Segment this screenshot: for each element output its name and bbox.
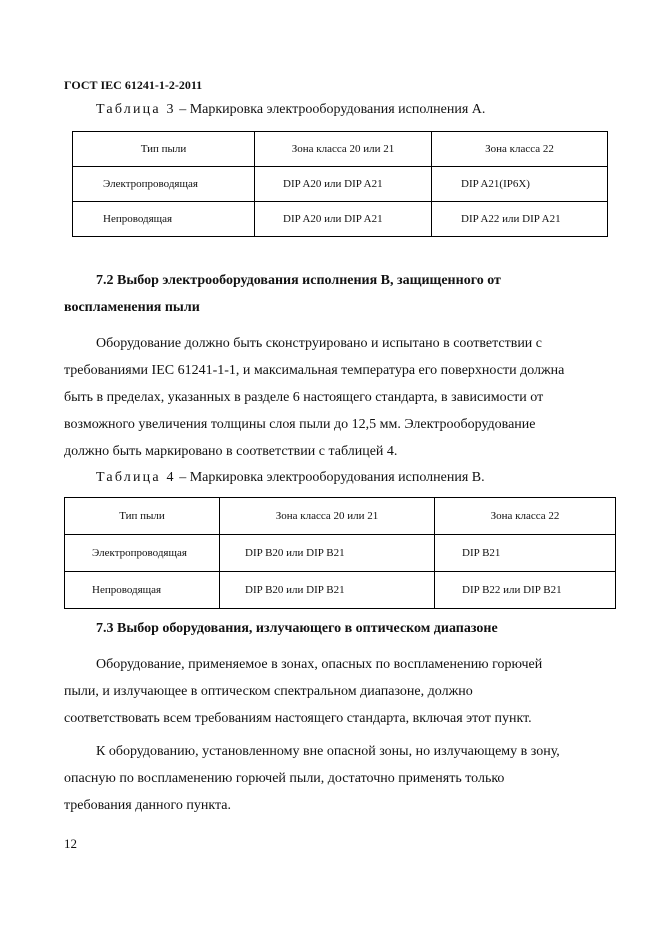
table3-caption-text: – Маркировка электрооборудования исполнения А.	[175, 102, 486, 117]
section-7-3-p2-line: опасную по воспламенению горючей пыли, достаточно применять только	[64, 771, 505, 786]
section-7-2-heading-line1: 7.2 Выбор электрооборудования исполнения В, защищенного от	[96, 273, 501, 288]
table-header-row	[65, 498, 616, 535]
section-7-2-line: должно быть маркировано в соответствии с таблицей 4.	[64, 444, 398, 459]
section-7-3-p2-line: требования данного пункта.	[64, 798, 232, 813]
section-7-3-p1-line: соответствовать всем требованиям настоящего стандарта, включая этот пункт.	[64, 711, 532, 726]
section-7-2-heading-line2: воспламенения пыли	[64, 300, 200, 315]
table-cell: DIP A21(IP6X)	[432, 167, 608, 202]
table3	[72, 131, 608, 237]
table-cell: DIP A22 или DIP A21	[432, 202, 608, 237]
table-cell: Непроводящая	[73, 202, 255, 237]
table-header-cell: Зона класса 22	[432, 132, 608, 167]
table-row	[73, 167, 608, 202]
table-cell: DIP A20 или DIP A21	[255, 202, 432, 237]
table-row	[65, 535, 616, 572]
table-cell: Электропроводящая	[73, 167, 255, 202]
table-cell: DIP B20 или DIP B21	[220, 535, 435, 572]
table4-caption-text: – Маркировка электрооборудования исполнения В.	[175, 470, 485, 485]
section-7-2-line: требованиями IEC 61241-1-1, и максимальная температура его поверхности должна	[64, 363, 565, 378]
section-7-2-line: возможного увеличения толщины слоя пыли до 12,5 мм. Электрооборудование	[64, 417, 536, 432]
table-header-cell: Зона класса 22	[435, 498, 616, 535]
table-header-cell: Тип пыли	[65, 498, 220, 535]
table-cell: DIP B20 или DIP B21	[220, 572, 435, 609]
table-header-row	[73, 132, 608, 167]
section-7-3-p2-line: К оборудованию, установленному вне опасной зоны, но излучающему в зону,	[96, 744, 560, 759]
section-7-3-p1-line: пыли, и излучающее в оптическом спектральном диапазоне, должно	[64, 684, 473, 699]
table-row	[65, 572, 616, 609]
table-cell: DIP B21	[435, 535, 616, 572]
table-row	[73, 202, 608, 237]
table-cell: DIP B22 или DIP B21	[435, 572, 616, 609]
table-cell: Электропроводящая	[65, 535, 220, 572]
table-cell: Непроводящая	[65, 572, 220, 609]
table-cell: DIP A20 или DIP A21	[255, 167, 432, 202]
table-header-cell: Зона класса 20 или 21	[220, 498, 435, 535]
section-7-2-line: быть в пределах, указанных в разделе 6 настоящего стандарта, в зависимости от	[64, 390, 544, 405]
table4-caption	[96, 470, 485, 486]
table3-caption-prefix: Таблица 3	[96, 102, 176, 117]
table-header-cell: Тип пыли	[73, 132, 255, 167]
section-7-3-heading: 7.3 Выбор оборудования, излучающего в оптическом диапазоне	[96, 621, 498, 636]
page-number: 12	[64, 836, 77, 851]
section-7-3-p1-line: Оборудование, применяемое в зонах, опасных по воспламенению горючей	[96, 657, 543, 672]
table3-caption	[96, 102, 485, 118]
table4	[64, 497, 616, 609]
table4-caption-prefix: Таблица 4	[96, 470, 176, 485]
document-header: ГОСТ IEC 61241-1-2-2011	[64, 78, 203, 92]
section-7-2-line: Оборудование должно быть сконструировано и испытано в соответствии с	[96, 336, 543, 351]
table-header-cell: Зона класса 20 или 21	[255, 132, 432, 167]
